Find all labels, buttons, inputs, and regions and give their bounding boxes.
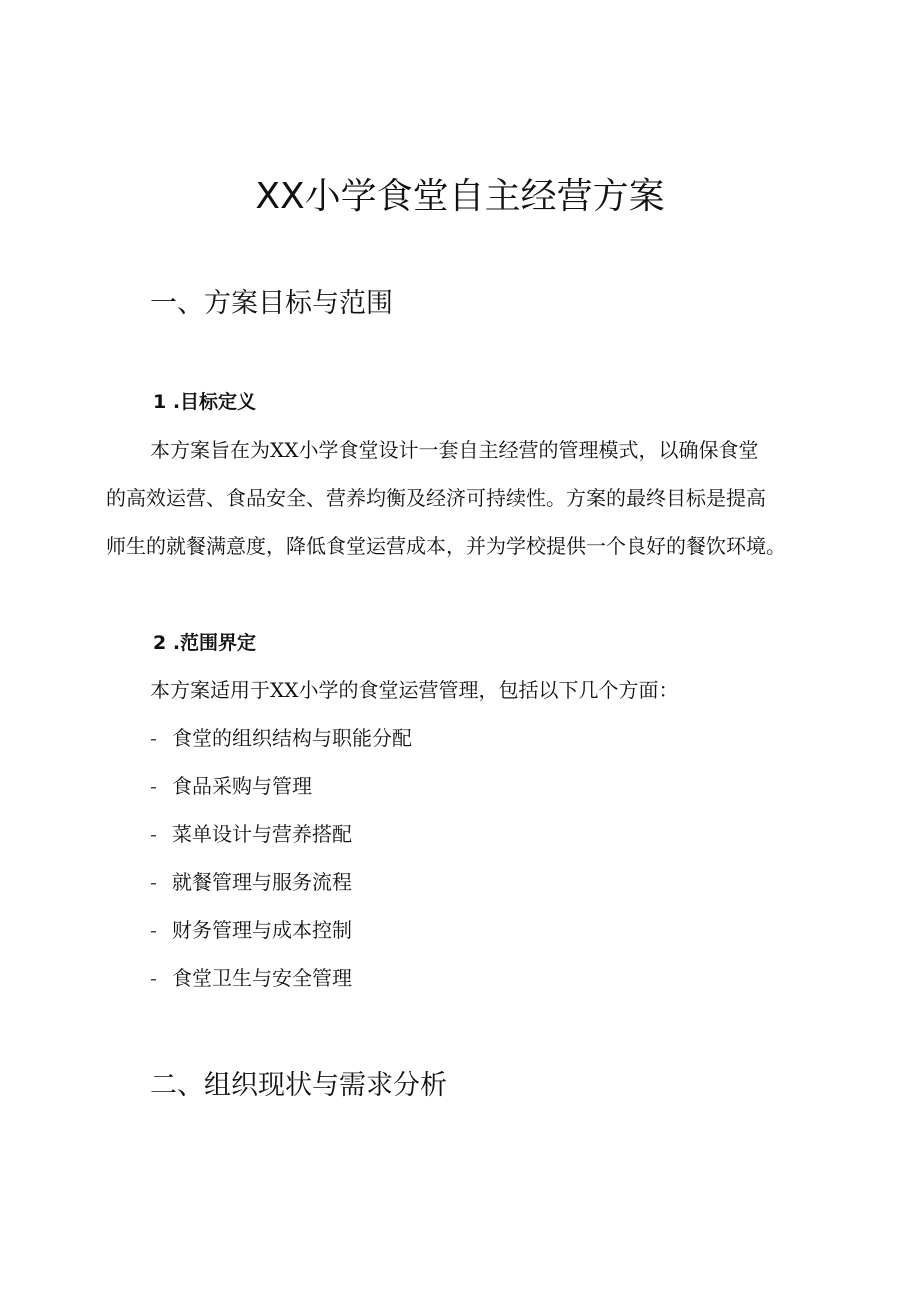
list-item: - 食堂卫生与安全管理: [150, 954, 412, 1002]
dash-marker: -: [150, 870, 157, 894]
subsection-heading-goal: 1 .目标定义: [153, 391, 257, 413]
dash-marker: -: [150, 918, 157, 942]
dash-marker: -: [150, 822, 157, 846]
dash-marker: -: [150, 726, 157, 750]
goal-line-2: 的高效运营、食品安全、营养均衡及经济可持续性。方案的最终目标是提高: [106, 486, 766, 510]
list-item: - 财务管理与成本控制: [150, 906, 412, 954]
scope-intro-text: 本方案适用于XX小学的食堂运营管理，包括以下几个方面：: [150, 678, 679, 702]
list-item: - 食品采购与管理: [150, 762, 412, 810]
section-heading-1: 一、方案目标与范围: [150, 288, 393, 319]
goal-line-1: 本方案旨在为XX小学食堂设计一套自主经营的管理模式，以确保食堂: [150, 438, 759, 462]
dash-marker: -: [150, 966, 157, 990]
goal-line-3: 师生的就餐满意度，降低食堂运营成本，并为学校提供一个良好的餐饮环境。: [106, 534, 786, 558]
section-heading-2: 二、组织现状与需求分析: [150, 1070, 447, 1101]
document-title: XX小学食堂自主经营方案: [255, 176, 665, 217]
scope-intro: [150, 666, 830, 714]
goal-paragraph: [106, 426, 830, 570]
subsection-heading-scope: 2 .范围界定: [153, 632, 257, 654]
list-item: - 就餐管理与服务流程: [150, 858, 412, 906]
list-item: - 菜单设计与营养搭配: [150, 810, 412, 858]
list-item: - 食堂的组织结构与职能分配: [150, 714, 412, 762]
dash-marker: -: [150, 774, 157, 798]
scope-list: [150, 714, 412, 1002]
